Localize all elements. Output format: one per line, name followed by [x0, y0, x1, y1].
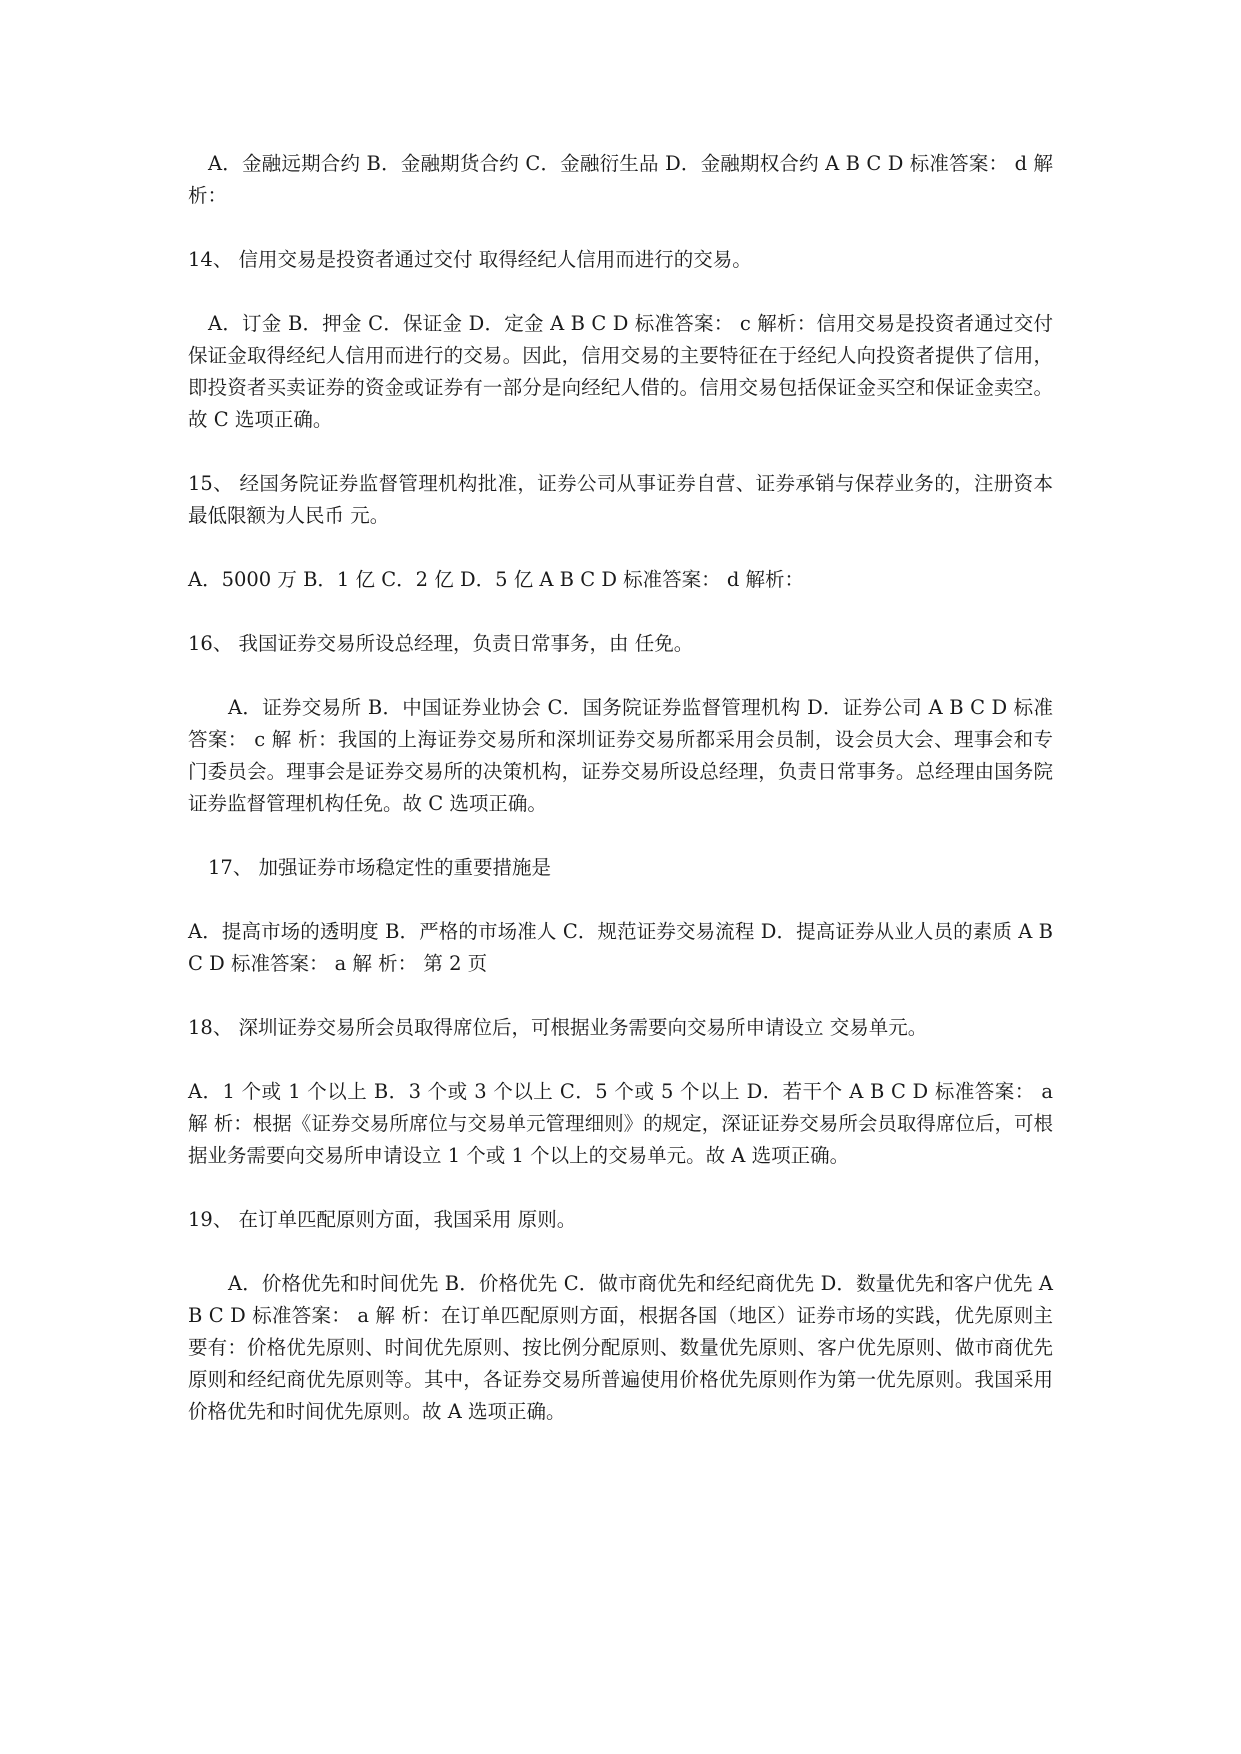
q14-stem: 14、 信用交易是投资者通过交付 取得经纪人信用而进行的交易。 [188, 248, 752, 271]
q18-stem: 18、 深圳证券交易所会员取得席位后，可根据业务需要向交易所申请设立 交易单元。 [188, 1016, 928, 1039]
q15-options: A．5000 万 B．1 亿 C．2 亿 D．5 亿 A B C D 标准答案： d 解析： [188, 568, 805, 591]
q13-options: A．金融远期合约 B．金融期货合约 C．金融衍生品 D．金融期权合约 A B C D 标准答案： d 解 析： [188, 152, 1053, 207]
q16-options: A．证券交易所 B．中国证券业协会 C．国务院证券监督管理机构 D．证券公司 A B C D 标准答案： c 解 析：我国的上海证券交易所和深圳证券交易所都采用会员制，设会员大会、理事会和专门委员会。理事会是证券交易所的决策机构，证券交易所设总经理，负责日常事务。总经理由国务院证券监督管理机构任免。故 C 选项正确。 [188, 696, 1053, 815]
q15-stem: 15、 经国务院证券监督管理机构批准，证券公司从事证券自营、证券承销与保荐业务的，注册资本最低限额为人民币 元。 [188, 472, 1053, 527]
q17-options: A．提高市场的透明度 B．严格的市场准人 C．规范证券交易流程 D．提高证券从业人员的素质 A B C D 标准答案： a 解 析： 第 2 页 [188, 920, 1053, 975]
q18-options: A．1 个或 1 个以上 B．3 个或 3 个以上 C．5 个或 5 个以上 D．若干个 A B C D 标准答案： a 解 析：根据《证券交易所席位与交易单元管理细则》的规定，深证证券交易所会员取得席位后，可根据业务需要向交易所申请设立 1 个或 1 个以上的交易单元。故 A 选项正确。 [188, 1080, 1053, 1167]
q16-stem: 16、 我国证券交易所设总经理，负责日常事务，由 任免。 [188, 632, 694, 655]
q19-stem: 19、 在订单匹配原则方面，我国采用 原则。 [188, 1208, 577, 1231]
q17-stem: 17、 加强证券市场稳定性的重要措施是 [208, 856, 552, 879]
q14-options: A．订金 B．押金 C．保证金 D．定金 A B C D 标准答案： c 解析：信用交易是投资者通过交付保证金取得经纪人信用而进行的交易。因此，信用交易的主要特征在于经纪人向投资者提供了信用，即投资者买卖证券的资金或证券有一部分是向经纪人借的。信用交易包括保证金买空和保证金卖空。故 C 选项正确。 [188, 312, 1053, 431]
document-page [188, 148, 1053, 1428]
q19-options: A．价格优先和时间优先 B．价格优先 C．做市商优先和经纪商优先 D．数量优先和客户优先 A B C D 标准答案： a 解 析：在订单匹配原则方面，根据各国（地区）证券市场的实践，优先原则主要有：价格优先原则、时间优先原则、按比例分配原则、数量优先原则、客户优先原则、做市商优先原则和经纪商优先原则等。其中，各证券交易所普遍使用价格优先原则作为第一优先原则。我国采用价格优先和时间优先原则。故 A 选项正确。 [188, 1272, 1053, 1423]
